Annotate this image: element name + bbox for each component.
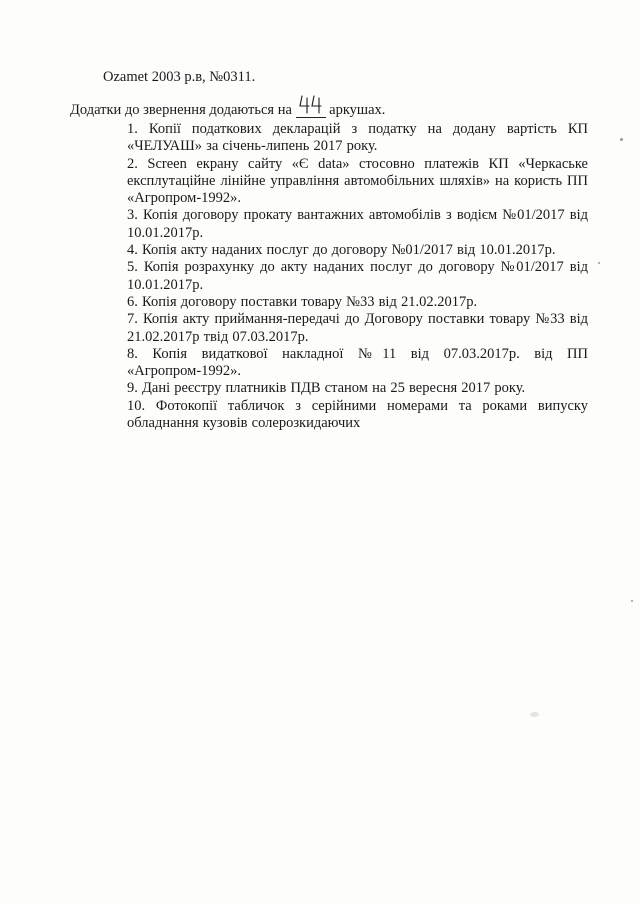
list-item: 9. Дані реєстру платників ПДВ станом на 25 вересня 2017 року. [127,380,526,397]
list-item: 1. Копії податкових декларацій з податку на додану вартість КП «ЧЕЛУАШ» за січень-липень 2017 року. [127,121,588,155]
attachments-suffix: аркушах. [329,102,386,118]
scan-speck [631,600,633,602]
list-item: 8. Копія видаткової накладної №11 від 07.03.2017р. від ПП «Агропром-1992». [127,345,588,380]
attachments-prefix: Додатки до звернення додаються на [70,102,292,118]
scan-speck [620,138,623,141]
attachments-statement [70,101,385,119]
handwritten-sheet-count [298,101,324,119]
list-item: 4. Копія акту наданих послуг до договору №01/2017 від 10.01.2017р. [127,242,556,259]
list-item: 2. Screen екрану сайту «Є data» стосовно платежів КП «Черкаське експлутаційне лінійне управління автомобільних шляхів» на користь ПП «Агропром-1992». [127,155,588,207]
attachments-list [127,121,588,432]
list-item: 3. Копія договору прокату вантажних автомобілів з водієм №01/2017 від 10.01.2017р. [127,207,588,241]
list-item: 5. Копія розрахунку до акту наданих послуг до договору №01/2017 від 10.01.2017р. [127,259,588,293]
list-item: 6. Копія договору поставки товару №33 від 21.02.2017р. [127,293,478,310]
fill-in-underline [296,117,326,118]
scan-speck [530,712,539,717]
list-item: 7. Копія акту приймання-передачі до Договору поставки товару №33 від 21.02.2017р твід 07.03.2017р. [127,311,588,345]
list-item: 10. Фотокопії табличок з серійними номерами та роками випуску обладнання кузовів солерозкидаючих [127,397,588,432]
scan-speck [598,262,600,264]
vehicle-line: Ozamet 2003 р.в, №0311. [103,69,256,85]
handwritten-44-glyph [298,93,326,117]
